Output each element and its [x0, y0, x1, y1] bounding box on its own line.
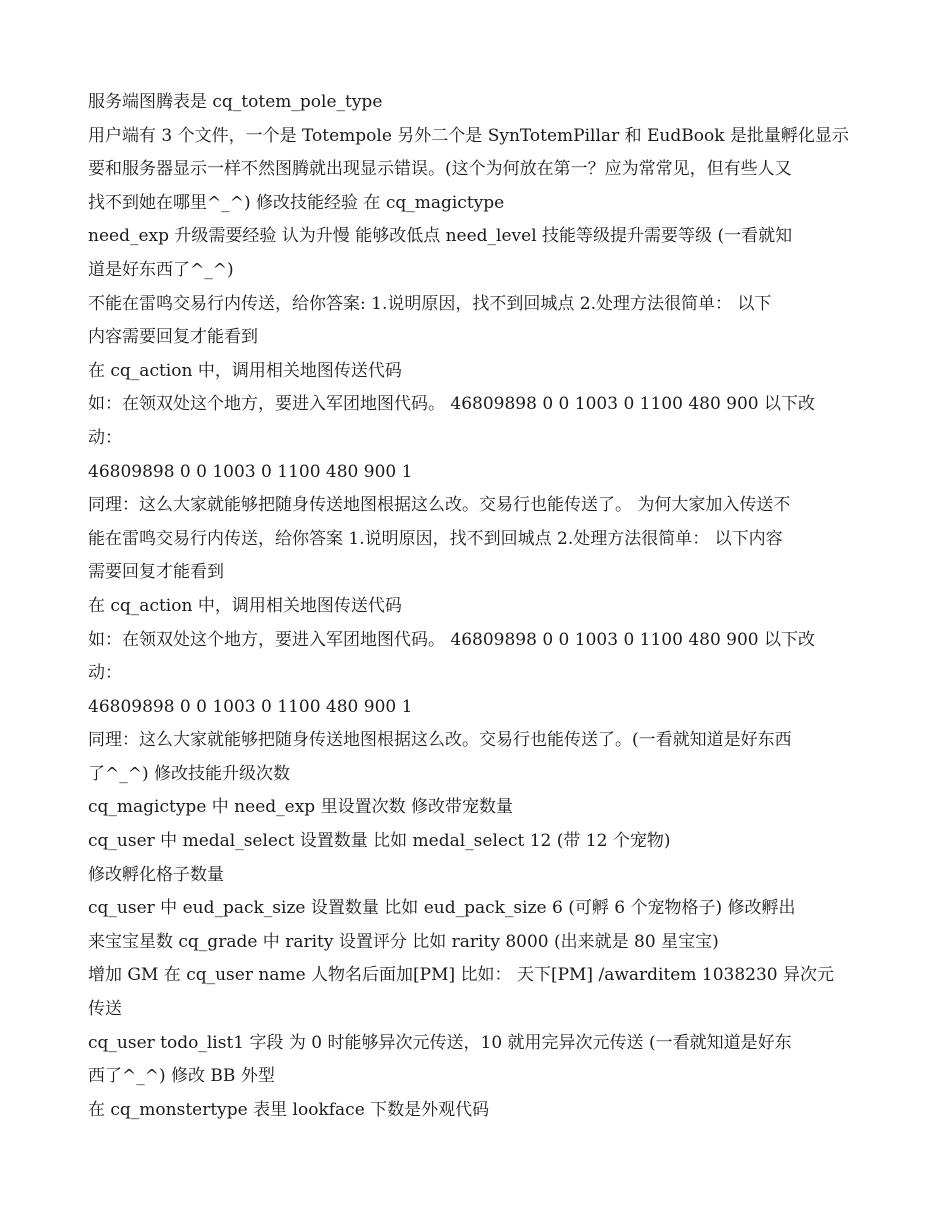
text-line: 46809898 0 0 1003 0 1100 480 900 1 [88, 461, 413, 482]
text-line: 46809898 0 0 1003 0 1100 480 900 1 [88, 696, 413, 717]
text-line: 来宝宝星数 cq_grade 中 rarity 设置评分 比如 rarity 8000 (出来就是 80 星宝宝) [88, 931, 719, 952]
text-line: cq_user 中 eud_pack_size 设置数量 比如 eud_pack_size 6 (可孵 6 个宠物格子) 修改孵出 [88, 898, 796, 919]
text-line: cq_user todo_list1 字段 为 0 时能够异次元传送，10 就用完异次元传送 (一看就知道是好东 [88, 1032, 792, 1053]
text-line: 传送 [88, 999, 122, 1020]
text-line: 在 cq_action 中，调用相关地图传送代码 [88, 360, 402, 381]
text-line: 动： [88, 427, 122, 448]
text-line: 不能在雷鸣交易行内传送，给你答案: 1.说明原因，找不到回城点 2.处理方法很简单： 以下 [88, 293, 772, 314]
text-line: 道是好东西了^_^) [88, 259, 234, 280]
text-line: need_exp 升级需要经验 认为升慢 能够改低点 need_level 技能等级提升需要等级 (一看就知 [88, 226, 793, 247]
text-line: 同理：这么大家就能够把随身传送地图根据这么改。交易行也能传送了。(一看就知道是好东西 [88, 730, 792, 751]
text-line: 找不到她在哪里^_^) 修改技能经验 在 cq_magictype [88, 192, 505, 213]
text-line: 用户端有 3 个文件，一个是 Totempole 另外二个是 SynTotemPillar 和 EudBook 是批量孵化显示 [88, 125, 849, 146]
text-line: 需要回复才能看到 [88, 562, 224, 583]
text-line: 如：在领双处这个地方，要进入军团地图代码。 46809898 0 0 1003 0 1100 480 900 以下改 [88, 629, 816, 650]
text-line: 在 cq_action 中，调用相关地图传送代码 [88, 595, 402, 616]
text-line: 了^_^) 修改技能升级次数 [88, 763, 291, 784]
text-line: 在 cq_monstertype 表里 lookface 下数是外观代码 [88, 1099, 490, 1120]
text-line: 要和服务器显示一样不然图腾就出现显示错误。(这个为何放在第一？应为常常见，但有些人又 [88, 159, 792, 180]
text-line: 修改孵化格子数量 [88, 864, 224, 885]
text-line: 动： [88, 663, 122, 684]
text-line: 内容需要回复才能看到 [88, 327, 258, 348]
text-line: cq_magictype 中 need_exp 里设置次数 修改带宠数量 [88, 797, 513, 818]
text-line: cq_user 中 medal_select 设置数量 比如 medal_select 12 (带 12 个宠物) [88, 831, 671, 852]
text-line: 西了^_^) 修改 BB 外型 [88, 1066, 275, 1087]
text-line: 同理：这么大家就能够把随身传送地图根据这么改。交易行也能传送了。 为何大家加入传送不 [88, 495, 791, 516]
document-page [88, 86, 866, 1127]
text-line: 增加 GM 在 cq_user name 人物名后面加[PM] 比如： 天下[PM] /awarditem 1038230 异次元 [88, 965, 834, 986]
text-line: 如：在领双处这个地方，要进入军团地图代码。 46809898 0 0 1003 0 1100 480 900 以下改 [88, 394, 816, 415]
text-line: 服务端图腾表是 cq_totem_pole_type [88, 92, 383, 112]
text-line: 能在雷鸣交易行内传送，给你答案 1.说明原因，找不到回城点 2.处理方法很简单： 以下内容 [88, 528, 783, 549]
